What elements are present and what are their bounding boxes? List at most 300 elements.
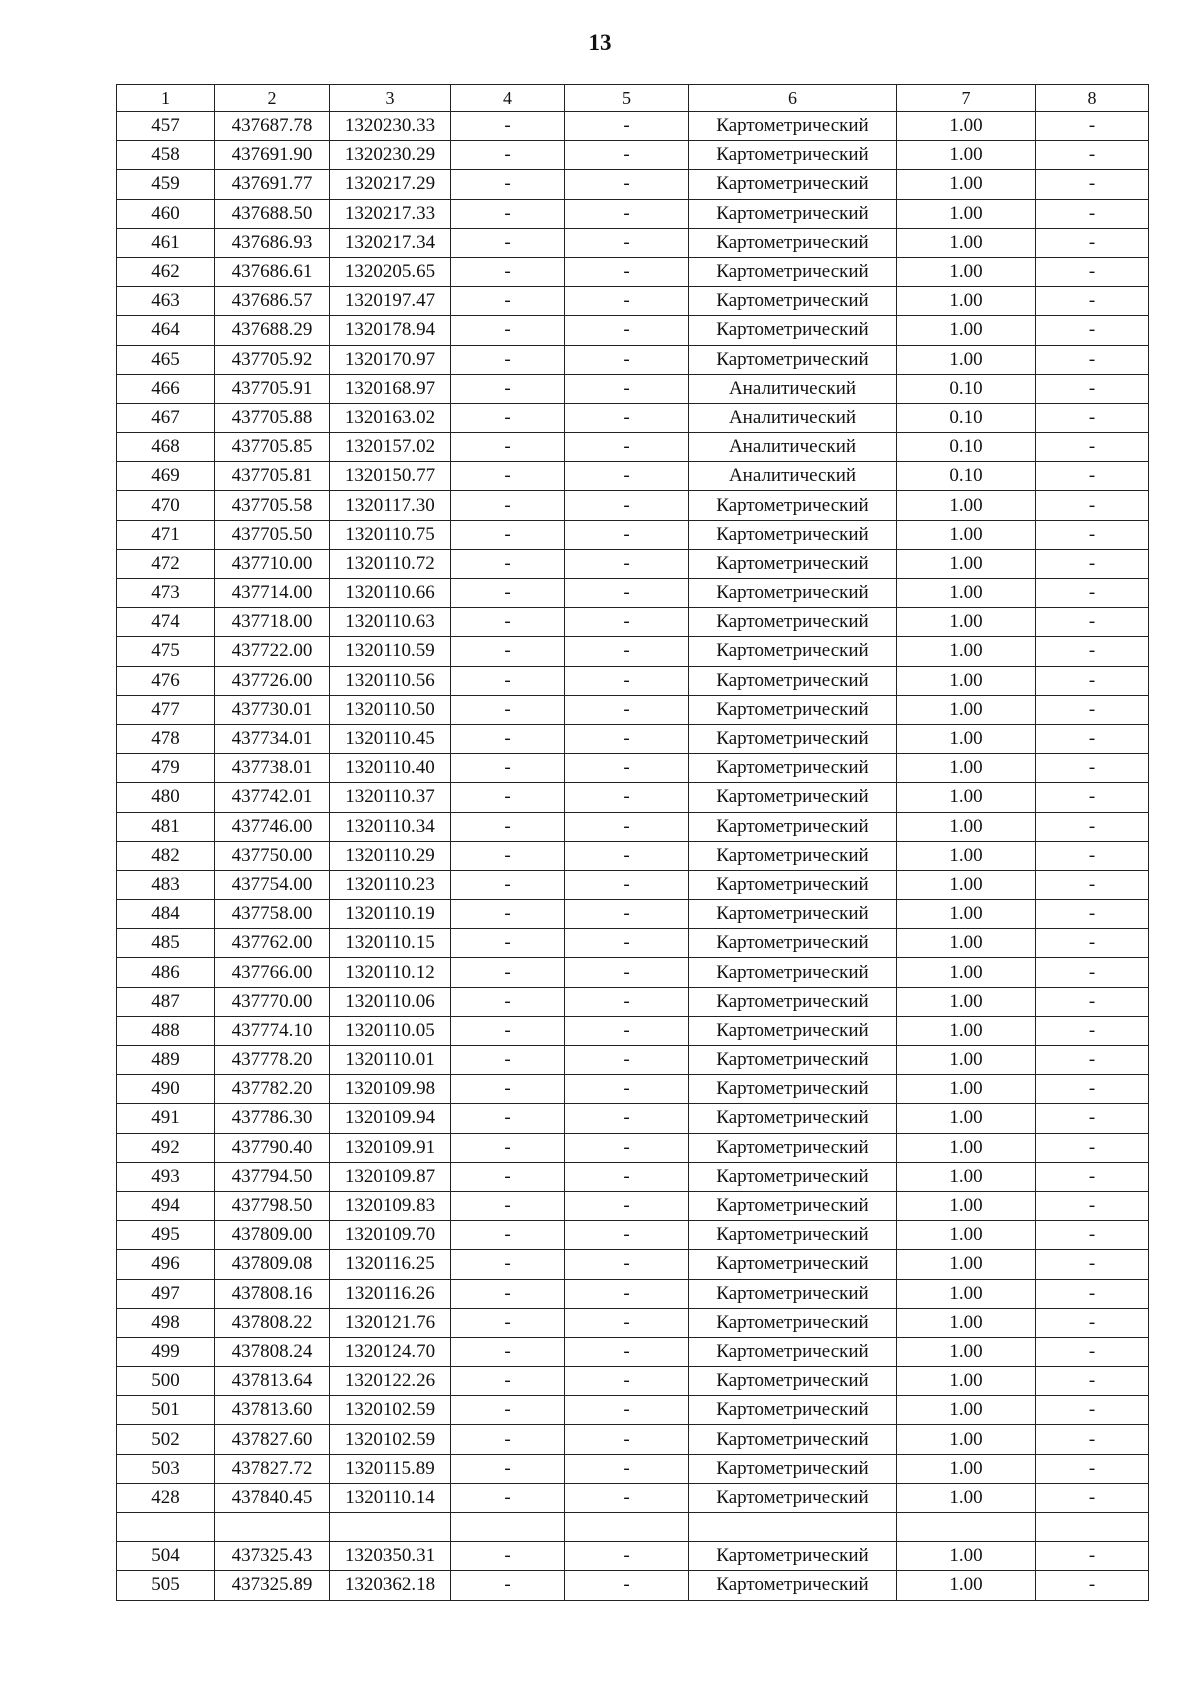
point-number-cell: 493	[117, 1162, 215, 1191]
y-coordinate-cell: 1320124.70	[330, 1337, 451, 1366]
method-cell: Картометрический	[689, 316, 897, 345]
table-row	[117, 228, 1149, 257]
x-coordinate-cell: 437782.20	[215, 1075, 330, 1104]
x-coordinate-cell: 437774.10	[215, 1016, 330, 1045]
method-cell: Картометрический	[689, 170, 897, 199]
table-row	[117, 462, 1149, 491]
y-coordinate-cell: 1320109.83	[330, 1191, 451, 1220]
column-4-cell: -	[451, 462, 565, 491]
table-row	[117, 491, 1149, 520]
x-coordinate-cell: 437758.00	[215, 900, 330, 929]
y-coordinate-cell: 1320197.47	[330, 287, 451, 316]
y-coordinate-cell	[330, 1513, 451, 1542]
y-coordinate-cell: 1320109.70	[330, 1221, 451, 1250]
column-4-cell: -	[451, 1016, 565, 1045]
accuracy-cell: 1.00	[897, 199, 1036, 228]
x-coordinate-cell: 437808.16	[215, 1279, 330, 1308]
point-number-cell: 467	[117, 403, 215, 432]
x-coordinate-cell: 437840.45	[215, 1483, 330, 1512]
x-coordinate-cell: 437786.30	[215, 1104, 330, 1133]
accuracy-cell: 1.00	[897, 549, 1036, 578]
column-4-cell: -	[451, 695, 565, 724]
column-8-cell: -	[1036, 1075, 1149, 1104]
column-5-cell: -	[565, 1250, 689, 1279]
column-8-cell: -	[1036, 608, 1149, 637]
accuracy-cell: 1.00	[897, 1337, 1036, 1366]
point-number-cell: 472	[117, 549, 215, 578]
method-cell: Картометрический	[689, 783, 897, 812]
column-4-cell: -	[451, 199, 565, 228]
table-row	[117, 1075, 1149, 1104]
table-row	[117, 520, 1149, 549]
x-coordinate-cell: 437750.00	[215, 841, 330, 870]
column-5-cell: -	[565, 754, 689, 783]
column-5-cell: -	[565, 666, 689, 695]
point-number-cell	[117, 1513, 215, 1542]
y-coordinate-cell: 1320205.65	[330, 257, 451, 286]
column-8-cell: -	[1036, 666, 1149, 695]
accuracy-cell: 0.10	[897, 462, 1036, 491]
column-8-cell: -	[1036, 1542, 1149, 1571]
x-coordinate-cell: 437691.90	[215, 141, 330, 170]
column-5-cell: -	[565, 549, 689, 578]
table-row	[117, 316, 1149, 345]
point-number-cell: 494	[117, 1191, 215, 1220]
accuracy-cell: 1.00	[897, 316, 1036, 345]
table-row	[117, 812, 1149, 841]
accuracy-cell: 1.00	[897, 1075, 1036, 1104]
x-coordinate-cell: 437705.81	[215, 462, 330, 491]
x-coordinate-cell: 437325.89	[215, 1571, 330, 1600]
column-4-cell	[451, 1513, 565, 1542]
point-number-cell: 497	[117, 1279, 215, 1308]
point-number-cell: 478	[117, 724, 215, 753]
table-row	[117, 1367, 1149, 1396]
column-8-cell: -	[1036, 520, 1149, 549]
column-4-cell: -	[451, 958, 565, 987]
column-5-cell: -	[565, 1454, 689, 1483]
column-5-cell: -	[565, 374, 689, 403]
accuracy-cell: 1.00	[897, 929, 1036, 958]
x-coordinate-cell: 437705.50	[215, 520, 330, 549]
column-4-cell: -	[451, 433, 565, 462]
column-5-cell: -	[565, 228, 689, 257]
column-4-cell: -	[451, 1308, 565, 1337]
y-coordinate-cell: 1320217.34	[330, 228, 451, 257]
accuracy-cell: 1.00	[897, 1279, 1036, 1308]
method-cell: Картометрический	[689, 900, 897, 929]
column-4-cell: -	[451, 1571, 565, 1600]
column-4-cell: -	[451, 987, 565, 1016]
table-row	[117, 1396, 1149, 1425]
column-4-cell: -	[451, 1396, 565, 1425]
x-coordinate-cell: 437705.91	[215, 374, 330, 403]
column-4-cell: -	[451, 112, 565, 141]
y-coordinate-cell: 1320102.59	[330, 1396, 451, 1425]
y-coordinate-cell: 1320110.06	[330, 987, 451, 1016]
x-coordinate-cell: 437730.01	[215, 695, 330, 724]
method-cell: Картометрический	[689, 1571, 897, 1600]
accuracy-cell: 1.00	[897, 257, 1036, 286]
point-number-cell: 458	[117, 141, 215, 170]
y-coordinate-cell: 1320110.40	[330, 754, 451, 783]
point-number-cell: 499	[117, 1337, 215, 1366]
y-coordinate-cell: 1320110.12	[330, 958, 451, 987]
point-number-cell: 462	[117, 257, 215, 286]
accuracy-cell: 1.00	[897, 1250, 1036, 1279]
point-number-cell: 475	[117, 637, 215, 666]
x-coordinate-cell: 437686.57	[215, 287, 330, 316]
x-coordinate-cell: 437809.08	[215, 1250, 330, 1279]
column-5-cell: -	[565, 345, 689, 374]
table-body	[117, 112, 1149, 1601]
x-coordinate-cell: 437325.43	[215, 1542, 330, 1571]
y-coordinate-cell: 1320150.77	[330, 462, 451, 491]
method-cell: Картометрический	[689, 1191, 897, 1220]
table-row	[117, 1162, 1149, 1191]
column-header-7: 7	[897, 85, 1036, 112]
y-coordinate-cell: 1320110.14	[330, 1483, 451, 1512]
column-5-cell: -	[565, 491, 689, 520]
point-number-cell: 486	[117, 958, 215, 987]
x-coordinate-cell: 437746.00	[215, 812, 330, 841]
column-4-cell: -	[451, 1454, 565, 1483]
column-4-cell: -	[451, 666, 565, 695]
method-cell: Картометрический	[689, 257, 897, 286]
method-cell: Картометрический	[689, 1250, 897, 1279]
column-4-cell: -	[451, 141, 565, 170]
point-number-cell: 483	[117, 870, 215, 899]
accuracy-cell: 1.00	[897, 724, 1036, 753]
accuracy-cell: 1.00	[897, 841, 1036, 870]
method-cell: Картометрический	[689, 1279, 897, 1308]
table-row	[117, 841, 1149, 870]
column-header-2: 2	[215, 85, 330, 112]
method-cell: Картометрический	[689, 579, 897, 608]
point-number-cell: 500	[117, 1367, 215, 1396]
column-8-cell: -	[1036, 1483, 1149, 1512]
column-8-cell: -	[1036, 929, 1149, 958]
table-row	[117, 1542, 1149, 1571]
y-coordinate-cell: 1320168.97	[330, 374, 451, 403]
column-5-cell: -	[565, 812, 689, 841]
y-coordinate-cell: 1320110.19	[330, 900, 451, 929]
column-8-cell: -	[1036, 870, 1149, 899]
column-8-cell: -	[1036, 170, 1149, 199]
method-cell: Картометрический	[689, 987, 897, 1016]
column-4-cell: -	[451, 287, 565, 316]
x-coordinate-cell: 437827.60	[215, 1425, 330, 1454]
column-5-cell: -	[565, 287, 689, 316]
y-coordinate-cell: 1320109.94	[330, 1104, 451, 1133]
x-coordinate-cell: 437778.20	[215, 1046, 330, 1075]
point-number-cell: 471	[117, 520, 215, 549]
column-4-cell: -	[451, 579, 565, 608]
x-coordinate-cell: 437790.40	[215, 1133, 330, 1162]
method-cell: Картометрический	[689, 1075, 897, 1104]
y-coordinate-cell: 1320217.29	[330, 170, 451, 199]
y-coordinate-cell: 1320157.02	[330, 433, 451, 462]
method-cell: Картометрический	[689, 287, 897, 316]
table-row	[117, 754, 1149, 783]
accuracy-cell: 1.00	[897, 1104, 1036, 1133]
table-row	[117, 637, 1149, 666]
table-row	[117, 287, 1149, 316]
x-coordinate-cell: 437705.92	[215, 345, 330, 374]
method-cell: Картометрический	[689, 929, 897, 958]
column-8-cell: -	[1036, 695, 1149, 724]
accuracy-cell: 1.00	[897, 1308, 1036, 1337]
column-8-cell: -	[1036, 549, 1149, 578]
table-row	[117, 1571, 1149, 1600]
y-coordinate-cell: 1320217.33	[330, 199, 451, 228]
y-coordinate-cell: 1320110.75	[330, 520, 451, 549]
column-4-cell: -	[451, 1191, 565, 1220]
x-coordinate-cell: 437827.72	[215, 1454, 330, 1483]
column-4-cell: -	[451, 228, 565, 257]
method-cell: Картометрический	[689, 1367, 897, 1396]
column-8-cell: -	[1036, 1221, 1149, 1250]
x-coordinate-cell: 437688.50	[215, 199, 330, 228]
y-coordinate-cell: 1320350.31	[330, 1542, 451, 1571]
accuracy-cell: 1.00	[897, 287, 1036, 316]
y-coordinate-cell: 1320115.89	[330, 1454, 451, 1483]
accuracy-cell: 0.10	[897, 433, 1036, 462]
point-number-cell: 492	[117, 1133, 215, 1162]
column-8-cell: -	[1036, 1454, 1149, 1483]
column-5-cell: -	[565, 608, 689, 637]
column-8-cell: -	[1036, 345, 1149, 374]
table-row	[117, 870, 1149, 899]
y-coordinate-cell: 1320110.34	[330, 812, 451, 841]
table-row	[117, 1104, 1149, 1133]
column-4-cell: -	[451, 1425, 565, 1454]
column-8-cell: -	[1036, 1396, 1149, 1425]
point-number-cell: 482	[117, 841, 215, 870]
table-row	[117, 987, 1149, 1016]
method-cell: Картометрический	[689, 141, 897, 170]
table-row	[117, 374, 1149, 403]
column-4-cell: -	[451, 1542, 565, 1571]
method-cell: Картометрический	[689, 754, 897, 783]
table-row	[117, 112, 1149, 141]
table-row	[117, 1133, 1149, 1162]
point-number-cell: 480	[117, 783, 215, 812]
column-4-cell: -	[451, 754, 565, 783]
column-header-1: 1	[117, 85, 215, 112]
y-coordinate-cell: 1320178.94	[330, 316, 451, 345]
y-coordinate-cell: 1320109.91	[330, 1133, 451, 1162]
column-8-cell: -	[1036, 579, 1149, 608]
table-row	[117, 1513, 1149, 1542]
method-cell: Картометрический	[689, 695, 897, 724]
point-number-cell: 505	[117, 1571, 215, 1600]
point-number-cell: 464	[117, 316, 215, 345]
column-8-cell: -	[1036, 1571, 1149, 1600]
column-5-cell: -	[565, 199, 689, 228]
point-number-cell: 489	[117, 1046, 215, 1075]
column-4-cell: -	[451, 724, 565, 753]
column-8-cell: -	[1036, 403, 1149, 432]
column-8-cell: -	[1036, 754, 1149, 783]
accuracy-cell: 1.00	[897, 228, 1036, 257]
method-cell: Картометрический	[689, 1046, 897, 1075]
method-cell: Картометрический	[689, 1221, 897, 1250]
accuracy-cell: 1.00	[897, 1046, 1036, 1075]
method-cell: Картометрический	[689, 1133, 897, 1162]
point-number-cell: 479	[117, 754, 215, 783]
accuracy-cell: 1.00	[897, 1133, 1036, 1162]
column-8-cell: -	[1036, 1133, 1149, 1162]
x-coordinate-cell: 437705.88	[215, 403, 330, 432]
x-coordinate-cell: 437688.29	[215, 316, 330, 345]
accuracy-cell: 1.00	[897, 870, 1036, 899]
accuracy-cell: 1.00	[897, 1221, 1036, 1250]
point-number-cell: 504	[117, 1542, 215, 1571]
table-row	[117, 608, 1149, 637]
method-cell: Картометрический	[689, 841, 897, 870]
method-cell: Картометрический	[689, 1337, 897, 1366]
point-number-cell: 463	[117, 287, 215, 316]
column-header-4: 4	[451, 85, 565, 112]
x-coordinate-cell: 437742.01	[215, 783, 330, 812]
y-coordinate-cell: 1320102.59	[330, 1425, 451, 1454]
table-row	[117, 257, 1149, 286]
accuracy-cell: 1.00	[897, 1162, 1036, 1191]
column-5-cell: -	[565, 1337, 689, 1366]
accuracy-cell: 1.00	[897, 637, 1036, 666]
accuracy-cell: 1.00	[897, 987, 1036, 1016]
column-4-cell: -	[451, 1337, 565, 1366]
accuracy-cell: 1.00	[897, 1571, 1036, 1600]
column-5-cell: -	[565, 1133, 689, 1162]
accuracy-cell: 1.00	[897, 783, 1036, 812]
accuracy-cell	[897, 1513, 1036, 1542]
column-8-cell: -	[1036, 1191, 1149, 1220]
point-number-cell: 468	[117, 433, 215, 462]
y-coordinate-cell: 1320110.29	[330, 841, 451, 870]
accuracy-cell: 1.00	[897, 1542, 1036, 1571]
column-5-cell: -	[565, 433, 689, 462]
y-coordinate-cell: 1320110.72	[330, 549, 451, 578]
column-5-cell: -	[565, 1425, 689, 1454]
column-8-cell: -	[1036, 141, 1149, 170]
y-coordinate-cell: 1320110.45	[330, 724, 451, 753]
x-coordinate-cell: 437813.64	[215, 1367, 330, 1396]
column-5-cell: -	[565, 1308, 689, 1337]
method-cell: Картометрический	[689, 1454, 897, 1483]
x-coordinate-cell: 437766.00	[215, 958, 330, 987]
y-coordinate-cell: 1320163.02	[330, 403, 451, 432]
column-8-cell: -	[1036, 1016, 1149, 1045]
method-cell: Картометрический	[689, 666, 897, 695]
column-8-cell: -	[1036, 228, 1149, 257]
y-coordinate-cell: 1320110.01	[330, 1046, 451, 1075]
x-coordinate-cell: 437813.60	[215, 1396, 330, 1425]
table-row	[117, 1046, 1149, 1075]
column-5-cell: -	[565, 724, 689, 753]
method-cell: Картометрический	[689, 608, 897, 637]
method-cell: Картометрический	[689, 1162, 897, 1191]
table-row	[117, 724, 1149, 753]
column-8-cell: -	[1036, 900, 1149, 929]
accuracy-cell: 1.00	[897, 1454, 1036, 1483]
accuracy-cell: 1.00	[897, 1483, 1036, 1512]
point-number-cell: 495	[117, 1221, 215, 1250]
x-coordinate-cell: 437691.77	[215, 170, 330, 199]
coordinates-table	[116, 84, 1149, 1601]
column-4-cell: -	[451, 374, 565, 403]
table-row	[117, 1425, 1149, 1454]
method-cell: Картометрический	[689, 1425, 897, 1454]
accuracy-cell: 1.00	[897, 666, 1036, 695]
column-8-cell: -	[1036, 1308, 1149, 1337]
accuracy-cell: 1.00	[897, 900, 1036, 929]
table-row	[117, 141, 1149, 170]
table-row	[117, 1308, 1149, 1337]
column-5-cell: -	[565, 929, 689, 958]
point-number-cell: 498	[117, 1308, 215, 1337]
table-row	[117, 666, 1149, 695]
column-8-cell: -	[1036, 1425, 1149, 1454]
y-coordinate-cell: 1320110.23	[330, 870, 451, 899]
x-coordinate-cell: 437722.00	[215, 637, 330, 666]
y-coordinate-cell: 1320110.37	[330, 783, 451, 812]
point-number-cell: 477	[117, 695, 215, 724]
column-8-cell: -	[1036, 1367, 1149, 1396]
accuracy-cell: 1.00	[897, 608, 1036, 637]
x-coordinate-cell: 437794.50	[215, 1162, 330, 1191]
table-row	[117, 958, 1149, 987]
header-row	[117, 85, 1149, 112]
column-8-cell: -	[1036, 1104, 1149, 1133]
column-4-cell: -	[451, 1104, 565, 1133]
point-number-cell: 502	[117, 1425, 215, 1454]
column-4-cell: -	[451, 1162, 565, 1191]
page-number: 13	[588, 30, 612, 55]
accuracy-cell: 1.00	[897, 754, 1036, 783]
column-4-cell: -	[451, 316, 565, 345]
accuracy-cell: 0.10	[897, 374, 1036, 403]
x-coordinate-cell: 437687.78	[215, 112, 330, 141]
method-cell: Аналитический	[689, 433, 897, 462]
y-coordinate-cell: 1320110.59	[330, 637, 451, 666]
method-cell: Картометрический	[689, 112, 897, 141]
column-header-3: 3	[330, 85, 451, 112]
accuracy-cell: 1.00	[897, 1191, 1036, 1220]
x-coordinate-cell: 437710.00	[215, 549, 330, 578]
column-4-cell: -	[451, 608, 565, 637]
table-row	[117, 929, 1149, 958]
point-number-cell: 490	[117, 1075, 215, 1104]
y-coordinate-cell: 1320117.30	[330, 491, 451, 520]
y-coordinate-cell: 1320110.05	[330, 1016, 451, 1045]
column-8-cell: -	[1036, 112, 1149, 141]
column-8-cell: -	[1036, 958, 1149, 987]
point-number-cell: 473	[117, 579, 215, 608]
column-5-cell: -	[565, 1016, 689, 1045]
column-8-cell: -	[1036, 1162, 1149, 1191]
point-number-cell: 459	[117, 170, 215, 199]
x-coordinate-cell: 437734.01	[215, 724, 330, 753]
column-8-cell: -	[1036, 1279, 1149, 1308]
x-coordinate-cell: 437686.93	[215, 228, 330, 257]
column-5-cell: -	[565, 257, 689, 286]
table-row	[117, 1279, 1149, 1308]
point-number-cell: 428	[117, 1483, 215, 1512]
table-row	[117, 1221, 1149, 1250]
accuracy-cell: 1.00	[897, 1367, 1036, 1396]
